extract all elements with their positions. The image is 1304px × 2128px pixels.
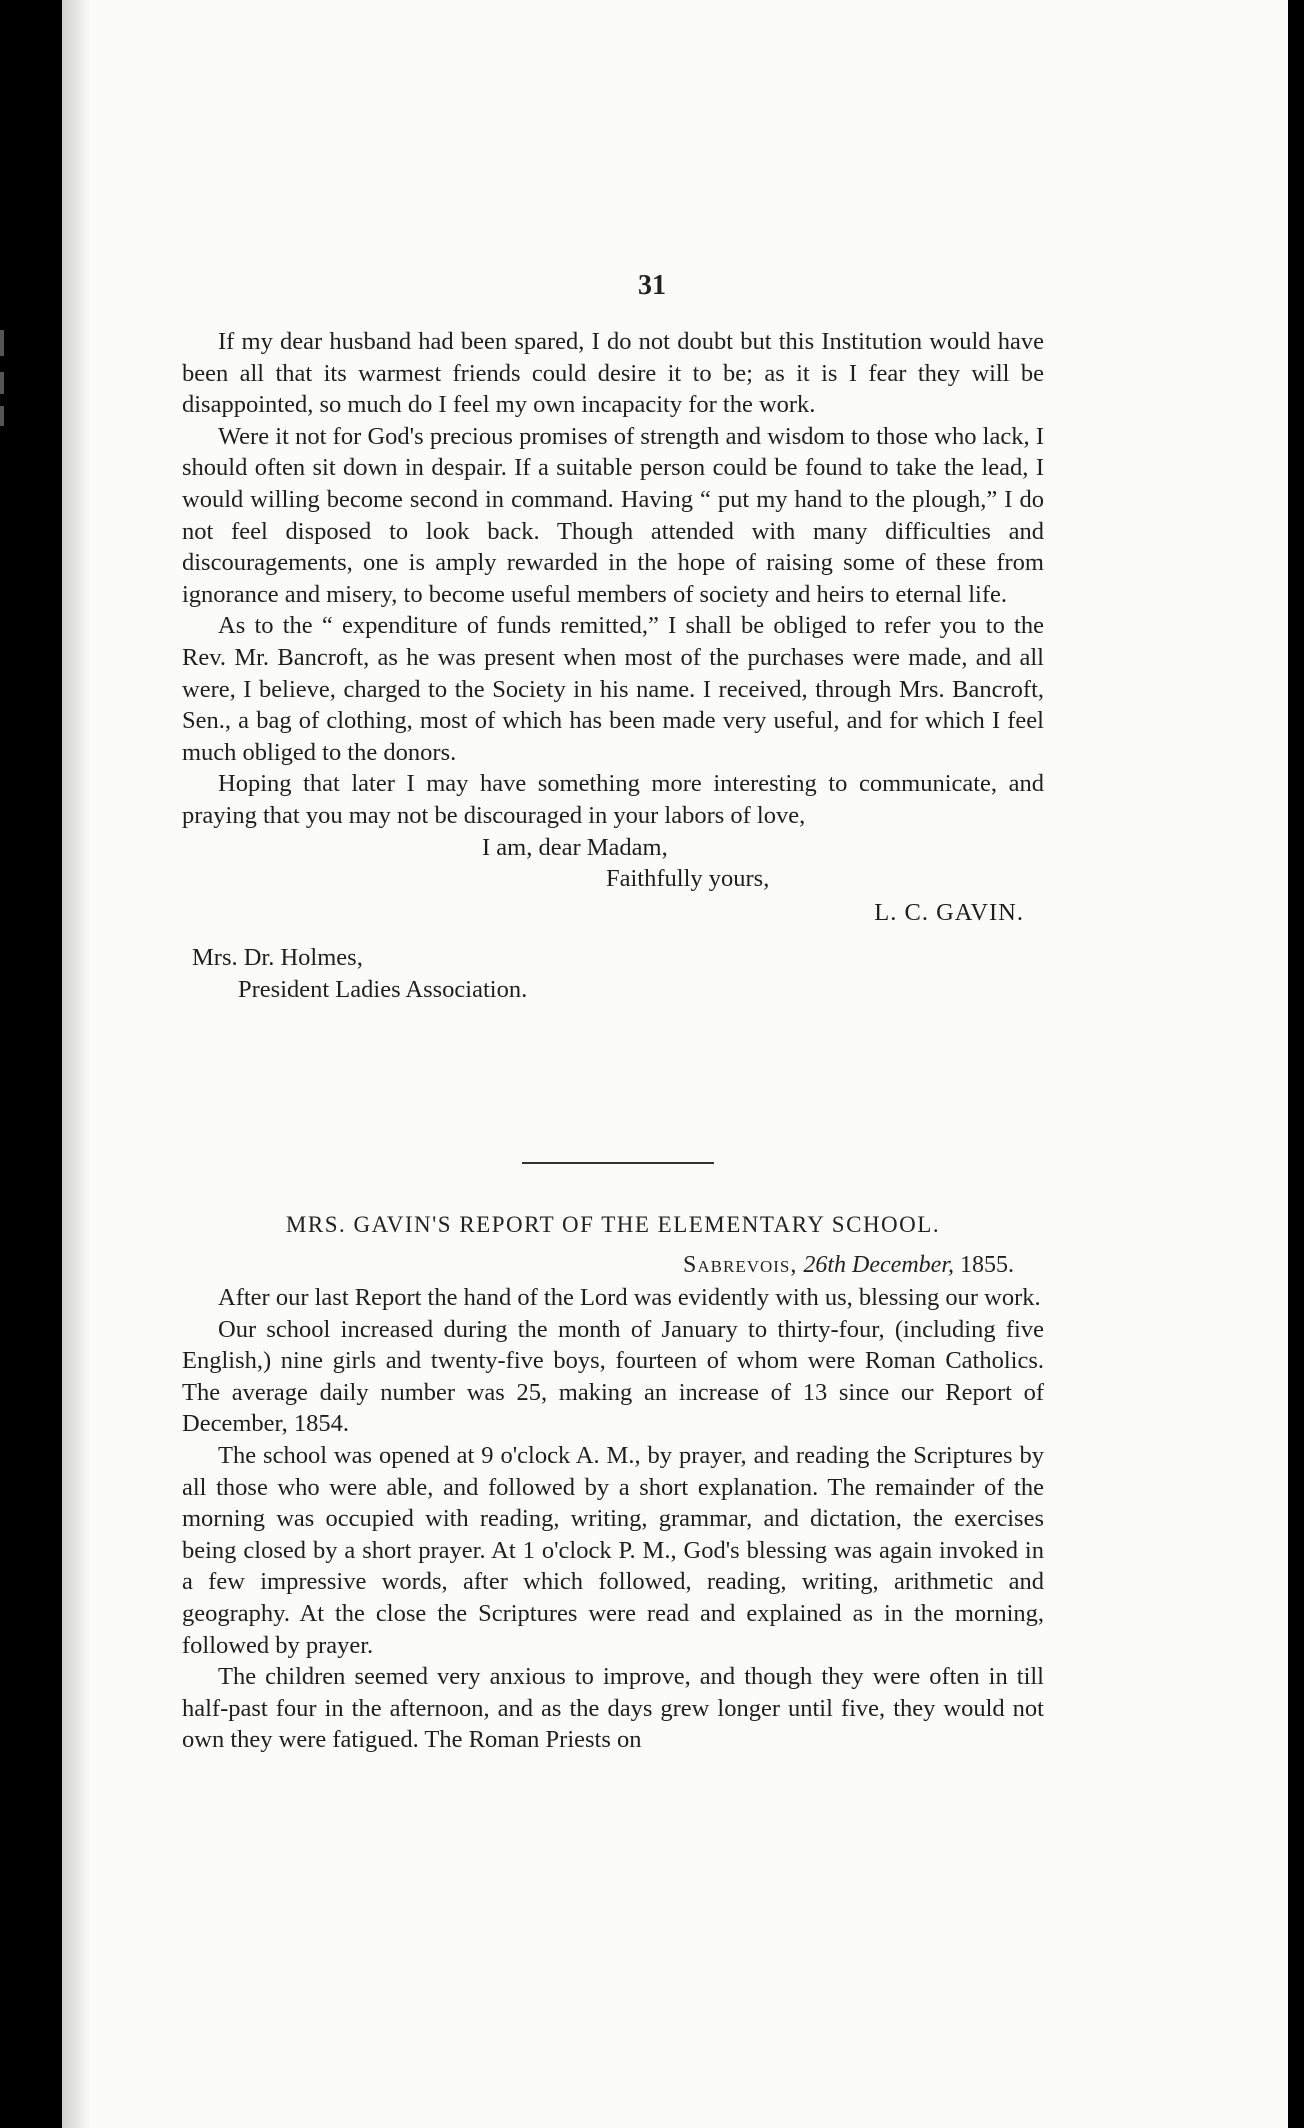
letter-paragraph: Were it not for God's precious promises of strength and wisdom to those who lack, I should often sit down in despair. If a suitable person could be found to take the lead, I would willing become second in command. Having “ put my hand to the plough,” I do not feel disposed to look back. Though attended with many difficulties and discouragements, one is amply rewarded in the hope of raising some of these from ignorance and misery, to become useful members of society and heirs to eternal life.: [182, 422, 1044, 608]
page-number: 31: [638, 270, 666, 301]
dateline-year: 1855.: [960, 1252, 1014, 1278]
section-divider: [522, 1162, 714, 1164]
report-paragraph: Our school increased during the month of January to thirty-four, (including five English,) nine girls and twenty-five boys, fourteen of whom were Roman Catholics. The average daily number was 25, making an increase of 13 since our Report of December, 1854.: [182, 1315, 1044, 1438]
dateline-date: 26th December,: [803, 1252, 954, 1278]
report-dateline: [182, 1252, 1014, 1279]
letter-closing: I am, dear Madam,: [482, 833, 668, 861]
report-paragraph: The school was opened at 9 o'clock A. M., by prayer, and reading the Scriptures by all those who were able, and followed by a short explanation. The remainder of the morning was occupied with reading, writing, grammar, and dictation, the exercises being closed by a short prayer. At 1 o'clock P. M., God's blessing was again invoked in a few impressive words, after which followed, reading, writing, arithmetic and geography. At the close the Scriptures were read and explained as in the morning, followed by prayer.: [182, 1441, 1044, 1659]
report-heading: MRS. GAVIN'S REPORT OF THE ELEMENTARY SCHOOL.: [285, 1212, 941, 1237]
margin-mark: [0, 406, 4, 426]
margin-mark: [0, 372, 4, 394]
letter-signature: L. C. GAVIN.: [874, 898, 1024, 926]
report-paragraph: After our last Report the hand of the Lord was evidently with us, blessing our work.: [218, 1284, 1041, 1311]
margin-mark: [0, 330, 4, 356]
letter-body: [182, 326, 1044, 1005]
dateline-place: Sabrevois,: [683, 1252, 798, 1278]
letter-paragraph: If my dear husband had been spared, I do not doubt but this Institution would have been all that its warmest friends could desire it to be; as it is I fear they will be disappointed, so much do I feel my own incapacity for the work.: [182, 328, 1044, 419]
report-paragraph: The children seemed very anxious to improve, and though they were often in till half-past four in the afternoon, and as the days grew longer until five, they would not own they were fatigued. The Roman Priests on: [182, 1663, 1044, 1754]
letter-addressee: Mrs. Dr. Holmes,: [192, 944, 363, 972]
page-right-edge: [1288, 0, 1304, 2128]
letter-paragraph: As to the “ expenditure of funds remitted,” I shall be obliged to refer you to the Rev. Mr. Bancroft, as he was present when most of the purchases were made, and all were, I believe, charged to the Society in his name. I received, through Mrs. Bancroft, Sen., a bag of clothing, most of which has been made very useful, and for which I feel much obliged to the donors.: [182, 612, 1044, 766]
letter-addressee-title: President Ladies Association.: [238, 975, 528, 1003]
letter-paragraph: Hoping that later I may have something more interesting to communicate, and praying that you may not be discouraged in your labors of love,: [182, 770, 1044, 829]
page-gutter-shadow: [62, 0, 90, 2128]
book-page: [62, 0, 1288, 2128]
letter-valediction: Faithfully yours,: [606, 865, 770, 893]
report-body: [182, 1282, 1044, 1756]
